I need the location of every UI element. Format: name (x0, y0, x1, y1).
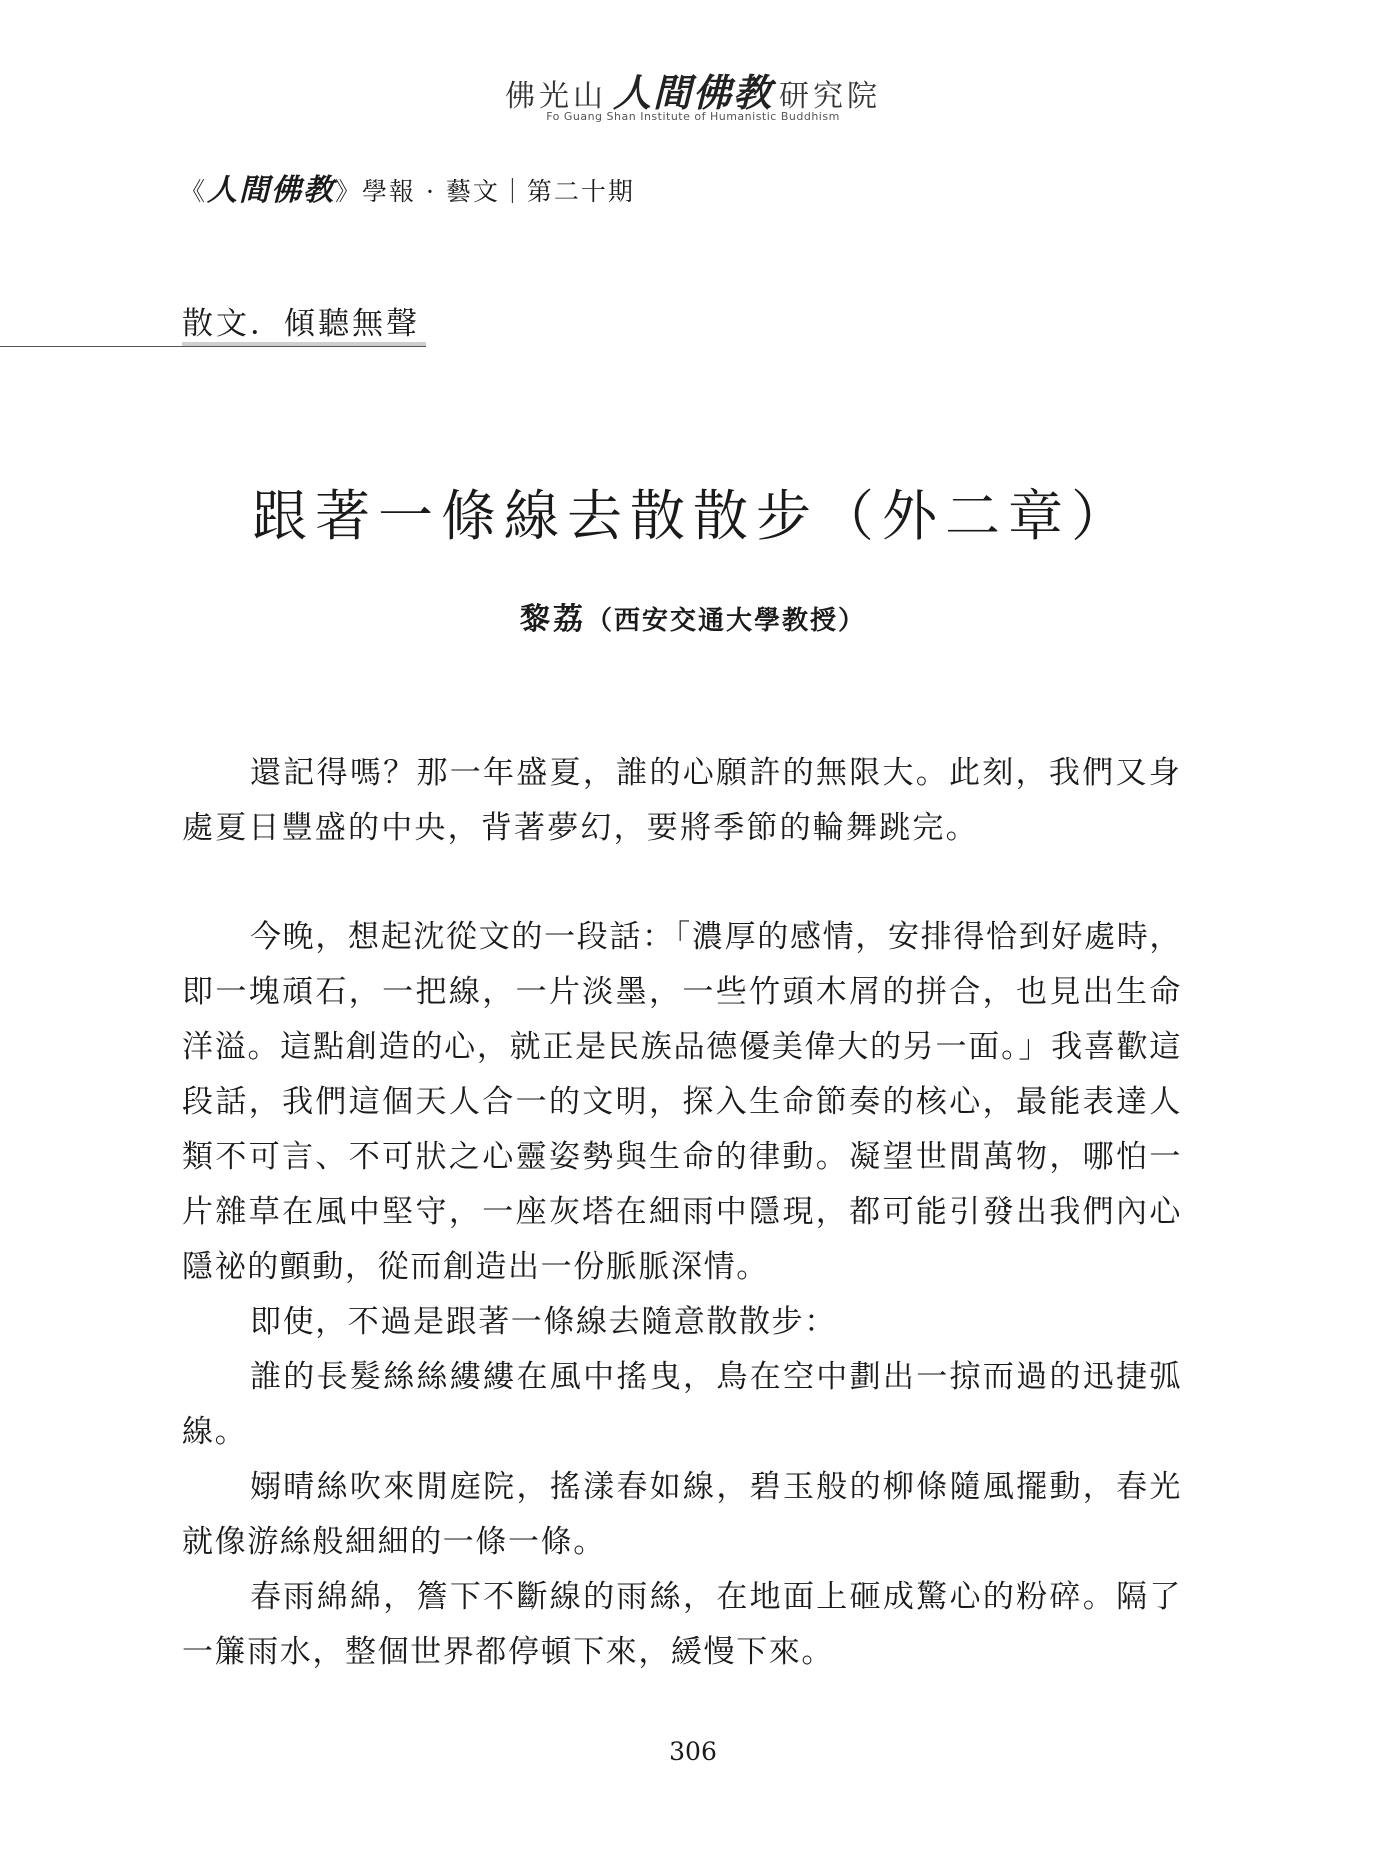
institute-english-name: Fo Guang Shan Institute of Humanistic Buddhism (546, 110, 840, 123)
paragraph: 嫋晴絲吹來閒庭院，搖漾春如線，碧玉般的柳條隨風擺動，春光就像游絲般細細的一條一條。 (182, 1469, 1182, 1560)
article-body (182, 746, 1182, 1680)
institute-brand-logo: 人間佛教 (612, 71, 773, 115)
paragraph-gap (182, 856, 1182, 910)
journal-issue-text: 》學報 · 藝文｜第二十期 (335, 177, 635, 206)
section-label: 散文．傾聽無聲 (182, 306, 420, 342)
journal-brand-logo: 人間佛教 (207, 173, 336, 208)
paragraph: 今晚，想起沈從文的一段話：「濃厚的感情，安排得恰到好處時，即一塊頑石，一把線，一片淡墨，一些竹頭木屑的拼合，也見出生命洋溢。這點創造的心，就正是民族品德優美偉大的另一面。」我喜歡這段話，我們這個天人合一的文明，探入生命節奏的核心，最能表達人類不可言、不可狀之心靈姿勢與生命的律動。凝望世間萬物，哪怕一片雜草在風中堅守，一座灰塔在細雨中隱現，都可能引發出我們內心隱祕的顫動，從而創造出一份脈脈深情。 (182, 919, 1182, 1285)
journal-header (180, 165, 635, 209)
author-name: 黎荔 (519, 602, 586, 637)
paragraph: 誰的長髮絲絲縷縷在風中搖曳，鳥在空中劃出一掠而過的迅捷弧線。 (182, 1359, 1182, 1450)
author-affiliation: （西安交通大學教授） (585, 606, 866, 636)
page-number: 306 (669, 1737, 717, 1766)
paragraph: 即使，不過是跟著一條線去隨意散散步： (250, 1304, 837, 1340)
paragraph: 春雨綿綿，簷下不斷線的雨絲，在地面上砸成驚心的粉碎。隔了一簾雨水，整個世界都停頓下來，緩慢下來。 (182, 1579, 1182, 1670)
paragraph: 還記得嗎？那一年盛夏，誰的心願許的無限大。此刻，我們又身處夏日豐盛的中央，背著夢幻，要將季節的輪舞跳完。 (182, 755, 1182, 846)
section-rule (0, 346, 426, 347)
institute-header (0, 62, 1386, 117)
article-title: 跟著一條線去散散步（外二章） (251, 484, 1134, 548)
article-byline (0, 594, 1386, 638)
institute-name-prefix: 佛光山 (504, 79, 607, 114)
journal-open-bracket: 《 (180, 177, 208, 206)
institute-name-suffix: 研究院 (779, 79, 881, 114)
